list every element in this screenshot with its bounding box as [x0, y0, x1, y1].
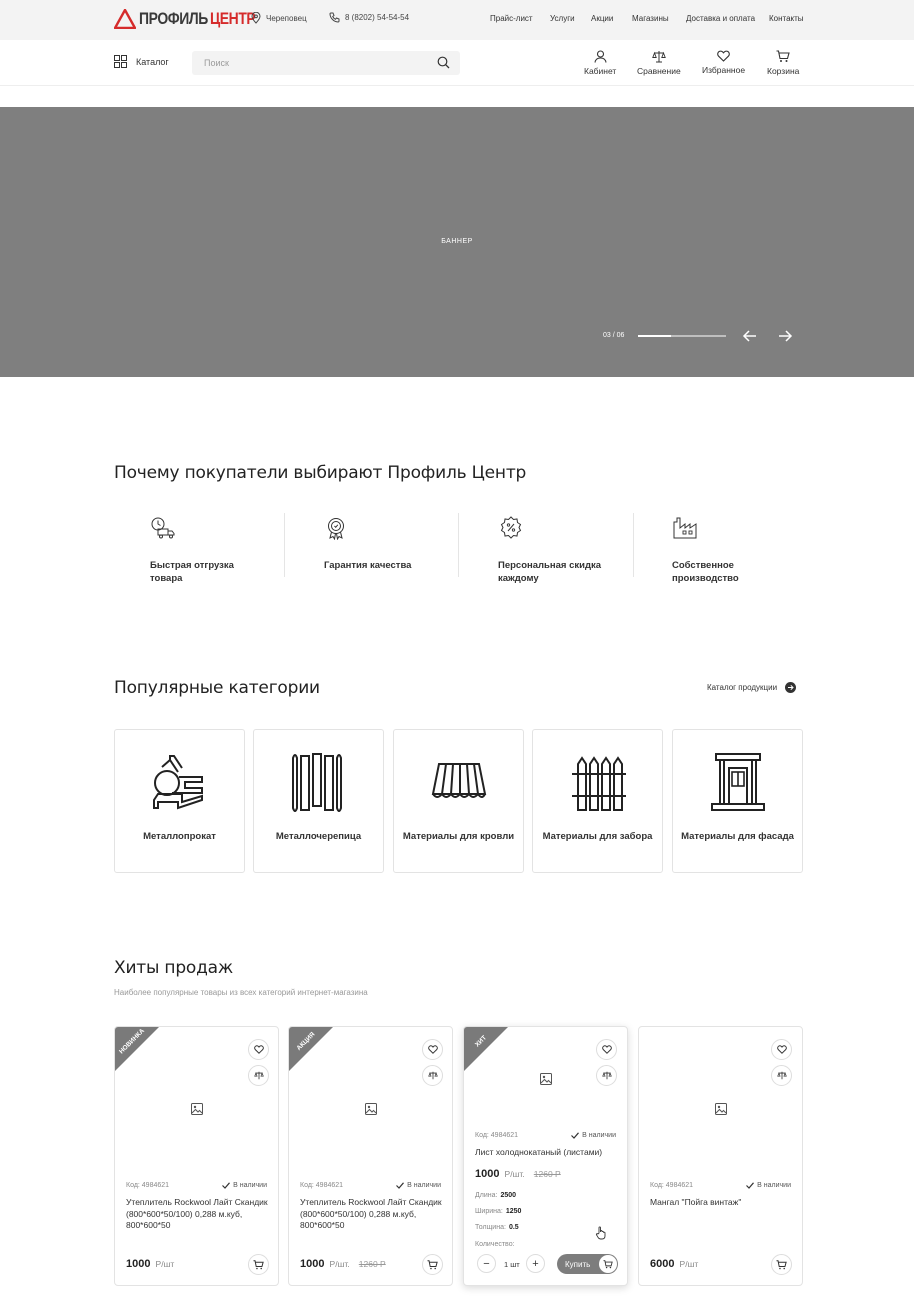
stock-label: В наличии: [233, 1182, 267, 1189]
catalog-label: Каталог: [136, 56, 169, 67]
add-to-favorites-button[interactable]: [422, 1039, 443, 1060]
product-price: [475, 1168, 561, 1180]
spec-thickness: Толщина: 0.5: [475, 1224, 519, 1231]
product-card[interactable]: [114, 1026, 279, 1286]
search-box: [192, 51, 460, 75]
badge-label: НОВИНКА: [118, 1027, 146, 1056]
product-meta: [300, 1182, 441, 1189]
category-card-facade[interactable]: [672, 729, 803, 873]
product-code: Код: 4984621: [475, 1132, 519, 1139]
slide-progress-fill: [638, 335, 671, 337]
product-card[interactable]: [638, 1026, 803, 1286]
product-name[interactable]: Лист холоднокатаный (листами): [475, 1147, 603, 1157]
feature-text: Персональная скидка каждому: [498, 560, 602, 584]
price-unit: Р/шт: [679, 1259, 699, 1269]
product-meta: [650, 1182, 791, 1189]
stock-status: [222, 1182, 267, 1189]
nav-delivery-payment[interactable]: Доставка и оплата: [686, 14, 756, 23]
cart-icon: [427, 1260, 438, 1270]
user-icon: [594, 50, 607, 63]
product-card[interactable]: [288, 1026, 453, 1286]
hits-title: Хиты продаж: [114, 958, 234, 978]
price-value: 6000: [650, 1258, 675, 1270]
buy-button[interactable]: [557, 1254, 618, 1274]
price-value: 1000: [126, 1258, 151, 1270]
product-price: [126, 1258, 174, 1270]
check-icon: [571, 1132, 579, 1139]
stock-label: В наличии: [407, 1182, 441, 1189]
add-to-compare-button[interactable]: [248, 1065, 269, 1086]
add-to-favorites-button[interactable]: [596, 1039, 617, 1060]
price-unit: Р/шт.: [504, 1169, 525, 1179]
phone-icon: [329, 12, 340, 23]
favorites-link[interactable]: [702, 50, 745, 75]
city-selector[interactable]: [251, 12, 307, 24]
badge-label: АКЦИЯ: [295, 1030, 317, 1053]
price-unit: Р/шт.: [329, 1259, 350, 1269]
product-name[interactable]: Утеплитель Rockwool Лайт Скандик (800*600*50/100) 0,288 м.куб, 800*600*50: [126, 1197, 268, 1230]
category-card-fence[interactable]: [532, 729, 663, 873]
compare-label: Сравнение: [637, 66, 681, 76]
buy-label: Купить: [565, 1259, 591, 1269]
city-label: Череповец: [266, 13, 307, 23]
add-to-compare-button[interactable]: [422, 1065, 443, 1086]
categories-title: Популярные категории: [114, 678, 320, 698]
logo-word-profile: ПРОФИЛЬ: [139, 9, 208, 28]
scales-icon: [254, 1071, 264, 1080]
prev-slide-button[interactable]: [741, 328, 759, 344]
factory-icon: [672, 516, 698, 540]
stock-status: [396, 1182, 441, 1189]
search-icon[interactable]: [437, 56, 450, 74]
arrow-circle-right-icon: [785, 682, 796, 693]
cart-link[interactable]: [767, 50, 799, 76]
feature-discount: [498, 516, 658, 585]
catalog-link-label: Каталог продукции: [707, 683, 778, 692]
check-icon: [222, 1182, 230, 1189]
product-badge: [288, 1026, 336, 1074]
scales-icon: [777, 1071, 787, 1080]
feature-divider: [633, 513, 634, 577]
price-unit: Р/шт: [155, 1259, 175, 1269]
favorites-label: Избранное: [702, 65, 746, 75]
search-input[interactable]: [192, 51, 432, 75]
arrow-right-icon: [776, 328, 794, 344]
image-placeholder-icon: [191, 1103, 203, 1115]
logo-word-center: ЦЕНТР: [209, 9, 256, 28]
nav-stores[interactable]: Магазины: [632, 14, 669, 23]
spec-length: Длина: 2500: [475, 1192, 517, 1199]
hero-banner[interactable]: [0, 107, 914, 377]
product-code: Код: 4984621: [300, 1182, 344, 1189]
location-pin-icon: [251, 12, 261, 24]
add-to-cart-button[interactable]: [248, 1254, 269, 1275]
quality-medal-icon: [324, 516, 350, 540]
category-label: Металлочерепица: [275, 831, 362, 842]
scales-icon: [602, 1071, 612, 1080]
product-badge: [463, 1026, 511, 1074]
feature-text: Гарантия качества: [324, 560, 412, 571]
add-to-cart-button[interactable]: [771, 1254, 792, 1275]
compare-link[interactable]: [637, 50, 681, 76]
hits-subtitle: Наиболее популярные товары из всех категорий интернет-магазина: [114, 988, 368, 997]
nav-price-list[interactable]: Прайс-лист: [490, 14, 533, 23]
product-card[interactable]: [463, 1026, 628, 1286]
feature-divider: [284, 513, 285, 577]
feature-fast-shipping: [150, 516, 310, 585]
category-card-metal-tile[interactable]: [253, 729, 384, 873]
cart-label: Корзина: [767, 66, 800, 76]
quantity-decrease-button[interactable]: −: [477, 1254, 496, 1273]
catalog-products-link[interactable]: [707, 682, 796, 693]
banner-label: БАННЕР: [441, 238, 473, 245]
phone-link[interactable]: [329, 12, 409, 23]
scales-icon: [652, 50, 666, 63]
scales-icon: [428, 1071, 438, 1080]
category-label: Материалы для кровли: [402, 831, 515, 842]
feature-quality: [324, 516, 484, 572]
cart-icon: [599, 1255, 617, 1273]
product-price: [650, 1258, 698, 1270]
logo[interactable]: [114, 7, 265, 31]
category-label: Материалы для забора: [542, 831, 653, 842]
product-price: [300, 1258, 386, 1270]
stock-label: В наличии: [582, 1132, 616, 1139]
quantity-value[interactable]: 1 шт: [504, 1260, 520, 1269]
check-icon: [746, 1182, 754, 1189]
add-to-compare-button[interactable]: [596, 1065, 617, 1086]
grid-icon: [114, 55, 127, 68]
spec-width: Ширина: 1250: [475, 1208, 522, 1215]
cabinet-link[interactable]: [584, 50, 616, 76]
product-meta: [126, 1182, 267, 1189]
stock-label: В наличии: [757, 1182, 791, 1189]
old-price: 1260 Р: [533, 1169, 561, 1179]
nav-contacts[interactable]: Контакты: [769, 14, 804, 23]
feature-divider: [458, 513, 459, 577]
next-slide-button[interactable]: [776, 328, 794, 344]
roofing-icon: [429, 750, 489, 814]
logo-triangle-icon: [114, 9, 136, 29]
add-to-cart-button[interactable]: [422, 1254, 443, 1275]
feature-text: Собственное производство: [672, 560, 739, 584]
cart-icon: [776, 50, 790, 63]
quantity-label: Количество:: [475, 1241, 515, 1248]
product-code: Код: 4984621: [126, 1182, 170, 1189]
add-to-compare-button[interactable]: [771, 1065, 792, 1086]
heart-icon: [717, 50, 730, 62]
hand-cursor-icon: [595, 1226, 607, 1240]
facade-icon: [708, 750, 768, 814]
check-icon: [396, 1182, 404, 1189]
image-placeholder-icon: [715, 1103, 727, 1115]
quantity-increase-button[interactable]: +: [526, 1254, 545, 1273]
nav-services[interactable]: Услуги: [550, 14, 575, 23]
category-label: Металлопрокат: [143, 831, 216, 842]
metal-profile-icon: [150, 750, 210, 814]
product-meta: [475, 1132, 616, 1139]
heart-icon: [777, 1045, 787, 1054]
image-placeholder-icon: [540, 1073, 552, 1085]
cart-icon: [253, 1260, 264, 1270]
heart-icon: [428, 1045, 438, 1054]
why-title: Почему покупатели выбирают Профиль Центр: [114, 463, 527, 483]
category-label: Материалы для фасада: [681, 831, 794, 842]
discount-badge-icon: [498, 516, 524, 540]
main-header: [0, 40, 914, 86]
fence-icon: [568, 750, 628, 814]
arrow-left-icon: [741, 328, 759, 344]
add-to-favorites-button[interactable]: [771, 1039, 792, 1060]
stock-status: [746, 1182, 791, 1189]
badge-label: ХИТ: [473, 1034, 489, 1049]
product-code: Код: 4984621: [650, 1182, 694, 1189]
phone-number: 8 (8202) 54-54-54: [345, 13, 410, 22]
price-value: 1000: [475, 1168, 500, 1180]
top-bar: [0, 0, 914, 40]
stock-status: [571, 1132, 616, 1139]
cabinet-label: Кабинет: [584, 66, 617, 76]
product-name[interactable]: Утеплитель Rockwool Лайт Скандик (800*600*50/100) 0,288 м.куб, 800*600*50: [300, 1197, 442, 1230]
cart-icon: [776, 1260, 787, 1270]
delivery-truck-icon: [150, 516, 176, 540]
slide-progress-track: [638, 335, 726, 337]
heart-icon: [602, 1045, 612, 1054]
image-placeholder-icon: [365, 1103, 377, 1115]
category-card-roofing[interactable]: [393, 729, 524, 873]
product-name[interactable]: Мангал "Пойга винтаж": [650, 1197, 742, 1207]
add-to-favorites-button[interactable]: [248, 1039, 269, 1060]
nav-promotions[interactable]: Акции: [591, 14, 614, 23]
product-badge: [114, 1026, 162, 1074]
catalog-button[interactable]: [114, 55, 169, 68]
price-value: 1000: [300, 1258, 325, 1270]
slide-counter: 03 / 06: [603, 332, 625, 339]
feature-production: [672, 516, 832, 585]
category-card-metal[interactable]: [114, 729, 245, 873]
old-price: 1260 Р: [358, 1259, 386, 1269]
feature-text: Быстрая отгрузка товара: [150, 560, 234, 584]
heart-icon: [254, 1045, 264, 1054]
metal-tile-icon: [289, 750, 349, 814]
